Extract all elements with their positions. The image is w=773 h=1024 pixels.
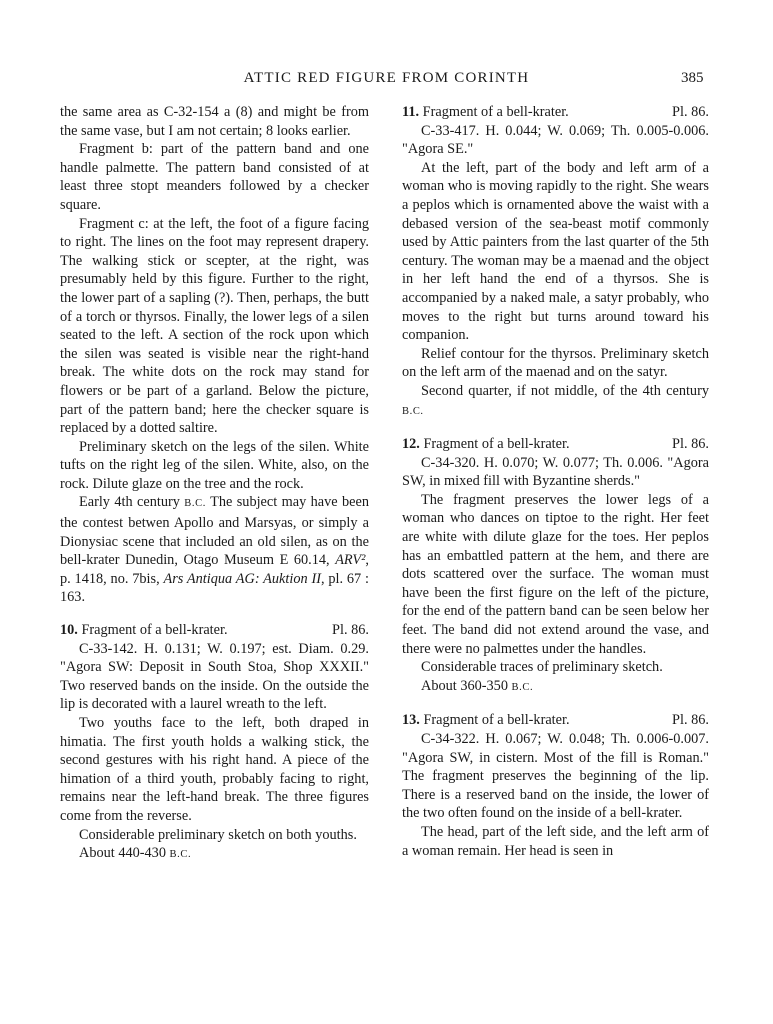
page-number: 385 [681,70,704,86]
running-title: ATTIC RED FIGURE FROM CORINTH [243,70,530,86]
paragraph: The fragment preserves the lower legs of a woman who dances on tiptoe to the right. Her feet are white with dilute glaze for the toes. Her peplos has an embattled pattern at the hem, and there are dots scattered over the surface. The woman must have been the first figure on the left of the picture, for the end of the pattern band can be seen below her feet. The band did not extend around the vase, and there were no palmettes under the handles. [402,491,709,657]
entry-title: Fragment of a bell-krater. [422,104,569,120]
entry-title: Fragment of a bell-krater. [423,436,570,453]
plate-reference: Pl. 86. [672,712,709,729]
paragraph: Considerable traces of preliminary sketch. [421,659,663,676]
left-column [60,103,369,865]
entry-title: Fragment of a bell-krater. [81,622,228,639]
paragraph: C-33-142. H. 0.131; W. 0.197; est. Diam. 0.29. "Agora SW: Deposit in South Stoa, Shop XXXII." Two reserved bands on the inside. On the outside the lip is decorated with a laurel wreath to the left. [60,640,369,713]
date-line: About 440-430 B.C. [79,845,192,862]
paragraph: Preliminary sketch on the legs of the silen. White tufts on the right leg of the silen. White, also, on the rock. Dilute glaze on the tree and the rock. [60,438,369,492]
paragraph: C-34-320. H. 0.070; W. 0.077; Th. 0.006. "Agora SW, in mixed fill with Byzantine sherds." [402,454,709,490]
paragraph: C-34-322. H. 0.067; W. 0.048; Th. 0.006-0.007. "Agora SW, in cistern. Most of the fill is Roman." The fragment preserves the beginning of the lip. There is a reserved band on the inside, the lower of the two often found on the inside of a bell-krater. [402,731,709,822]
paragraph: Two youths face to the left, both draped in himatia. The first youth holds a walking stick, the second gestures with his right hand. A piece of the himation of a third youth, probably facing to right, remains near the left-hand break. The three figures come from the reverse. [60,715,369,824]
plate-reference: Pl. 86. [672,104,709,120]
paragraph: Early 4th century B.C. The subject may have been the contest betwen Apollo and Marsyas, or simply a Dionysiac scene that included an old silen, as on the bell-krater Dunedin, Otago Museum E 60.14, ARV², p. 1418, no. 7bis, Ars Antiqua AG: Auktion II, pl. 67 : 163. [60,494,369,606]
date-line: About 360-350 B.C. [421,677,534,694]
entry-number: 11. [402,104,420,120]
entry-heading-11 [402,103,709,122]
paragraph: the same area as C-32-154 a (8) and might be from the same vase, but I am not certain; 8 looks earlier. [60,104,369,139]
entry-heading-10 [60,621,369,640]
paragraph: The head, part of the left side, and the left arm of a woman remain. Her head is seen in [402,823,709,859]
date-line: Second quarter, if not middle, of the 4th century B.C. [402,382,709,417]
entry-heading-13 [402,711,709,730]
plate-reference: Pl. 86. [672,436,709,453]
entry-heading-12 [402,435,709,454]
paragraph: At the left, part of the body and left arm of a woman who is moving rapidly to the right. She wears a peplos which is ornamented above the waist with a debased version of the sea-beast motif commonly used by Attic painters from the last quarter of the 5th century. The woman may be a maenad and the object in her left hand the end of a thyrsos. She is accompanied by a naked male, a satyr probably, who moves to the right but turns around toward his companion. [402,159,709,344]
entry-title: Fragment of a bell-krater. [423,712,570,729]
entry-number: 12. [402,436,420,453]
paragraph: Considerable preliminary sketch on both youths. [79,826,357,843]
entry-number: 10. [60,622,78,639]
paragraph: Fragment b: part of the pattern band and one handle palmette. The pattern band consisted of at least three stopt meanders followed by a checker square. [60,141,369,213]
entry-number: 13. [402,712,420,729]
paragraph: Fragment c: at the left, the foot of a figure facing to right. The lines on the foot may represent drapery. The walking stick or scepter, at the right, was presumably held by this figure. Further to the right, the lower part of a sapling (?). Then, perhaps, the butt of a torch or thyrsos. Finally, the lower legs of a silen seated to the left. A section of the rock upon which the silen was seated is visible near the right-hand break. The white dots on the rock may stand for flowers or be part of a garland. Below the picture, part of the pattern band; here the checker square is replaced by a dotted saltire. [60,215,369,437]
right-column [402,103,709,860]
plate-reference: Pl. 86. [332,622,369,639]
paragraph: C-33-417. H. 0.044; W. 0.069; Th. 0.005-0.006. "Agora SE." [402,122,709,158]
paragraph: Relief contour for the thyrsos. Preliminary sketch on the left arm of the maenad and on the satyr. [402,345,709,381]
